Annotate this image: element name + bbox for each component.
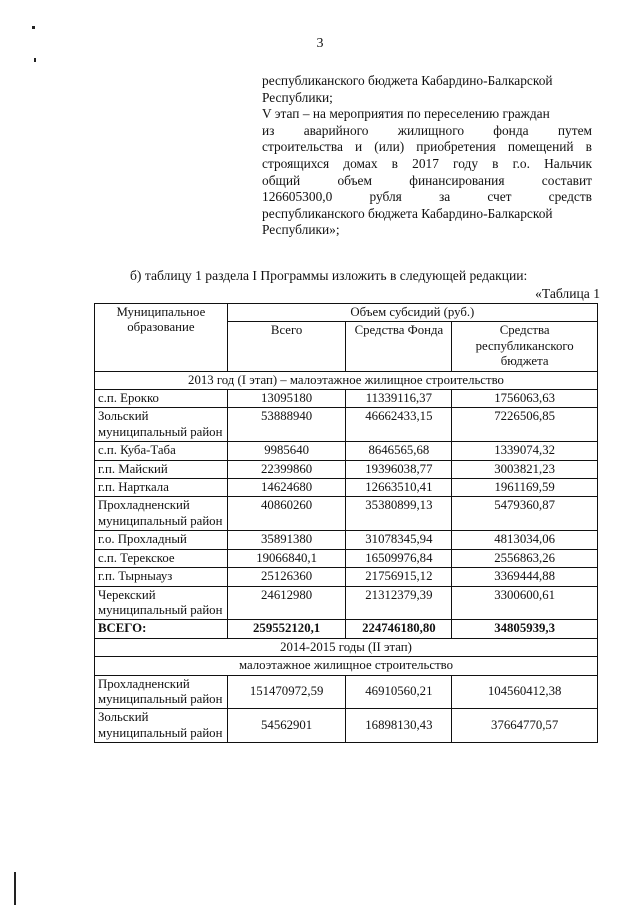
paragraph-line: Республики»;: [262, 222, 340, 238]
paragraph-line: из аварийного жилищного фонда путем: [262, 122, 592, 138]
amount-cell: 35891380: [227, 531, 346, 549]
subsidy-table: [94, 303, 598, 743]
amount-cell: 19396038,77: [346, 460, 452, 478]
amount-cell: 2556863,26: [452, 549, 598, 567]
amount-cell: 3369444,88: [452, 568, 598, 586]
paragraph-line: общий объем финансирования составит: [262, 172, 592, 188]
instruction-text: б) таблицу 1 раздела I Программы изложить в следующей редакции:: [130, 268, 528, 283]
municipality-cell: Зольский муниципальный район: [95, 709, 228, 743]
amount-cell: 3003821,23: [452, 460, 598, 478]
body-paragraph: [262, 73, 592, 239]
paragraph-line: Республики;: [262, 89, 333, 105]
subsection-row-cell: малоэтажное жилищное строительство: [95, 657, 598, 675]
subsection-row: [95, 657, 598, 675]
section-row: 2013 год (I этап) – малоэтажное жилищное строительство: [95, 371, 598, 389]
amount-cell: 1961169,59: [452, 479, 598, 497]
municipality-cell: Зольский муниципальный район: [95, 408, 228, 442]
table-row: [95, 549, 598, 567]
amount-cell: 8646565,68: [346, 442, 452, 460]
table-row: [95, 497, 598, 531]
amount-cell: 1339074,32: [452, 442, 598, 460]
table-row: [95, 460, 598, 478]
amount-cell: 259552120,1: [227, 620, 346, 638]
amount-cell: 21756915,12: [346, 568, 452, 586]
amount-cell: 224746180,80: [346, 620, 452, 638]
municipality-cell: Прохладненский муниципальный район: [95, 497, 228, 531]
municipality-cell: г.п. Тырныауз: [95, 568, 228, 586]
amount-cell: 35380899,13: [346, 497, 452, 531]
amount-cell: 104560412,38: [452, 675, 598, 709]
header-municipal: Муниципальное образование: [95, 304, 228, 372]
municipality-cell: Прохладненский муниципальный район: [95, 675, 228, 709]
table-row: [95, 479, 598, 497]
paragraph-line: строительства и (или) приобретения помещений в: [262, 139, 592, 155]
amount-cell: 151470972,59: [227, 675, 346, 709]
table-row: [95, 675, 598, 709]
header-fund: Средства Фонда: [346, 322, 452, 371]
paragraph-line: строящихся домах в 2017 году в г.о. Нальчик: [262, 155, 592, 171]
amount-cell: 7226506,85: [452, 408, 598, 442]
municipality-cell: Черекский муниципальный район: [95, 586, 228, 620]
amount-cell: 14624680: [227, 479, 346, 497]
table-caption: «Таблица 1: [535, 286, 600, 301]
paragraph-line: 126605300,0 рубля за счет средств: [262, 189, 592, 205]
municipality-cell: с.п. Куба-Таба: [95, 442, 228, 460]
paragraph-line: республиканского бюджета Кабардино-Балкарской: [262, 205, 553, 221]
amount-cell: 22399860: [227, 460, 346, 478]
header-total: Всего: [227, 322, 346, 371]
amount-cell: 31078345,94: [346, 531, 452, 549]
section-row-cell: 2014-2015 годы (II этап): [95, 638, 598, 656]
amount-cell: 3300600,61: [452, 586, 598, 620]
amount-cell: 53888940: [227, 408, 346, 442]
amount-cell: 37664770,57: [452, 709, 598, 743]
section-row: [95, 638, 598, 656]
amount-cell: 19066840,1: [227, 549, 346, 567]
municipality-cell: с.п. Ерокко: [95, 390, 228, 408]
amount-cell: 13095180: [227, 390, 346, 408]
amount-cell: 1756063,63: [452, 390, 598, 408]
amount-cell: 9985640: [227, 442, 346, 460]
amount-cell: 5479360,87: [452, 497, 598, 531]
table-row: [95, 709, 598, 743]
table-row: [95, 408, 598, 442]
table-row: [95, 586, 598, 620]
table-row: [95, 390, 598, 408]
municipality-cell: г.о. Прохладный: [95, 531, 228, 549]
paragraph-line: V этап – на мероприятия по переселению граждан: [262, 106, 550, 122]
page-number: 3: [316, 36, 324, 51]
amount-cell: 25126360: [227, 568, 346, 586]
municipality-cell: г.п. Нарткала: [95, 479, 228, 497]
municipality-cell: ВСЕГО:: [95, 620, 228, 638]
amount-cell: 46910560,21: [346, 675, 452, 709]
amount-cell: 40860260: [227, 497, 346, 531]
amount-cell: 54562901: [227, 709, 346, 743]
table-row: [95, 442, 598, 460]
total-row: [95, 620, 598, 638]
amount-cell: 21312379,39: [346, 586, 452, 620]
paragraph-line: республиканского бюджета Кабардино-Балкарской: [262, 73, 553, 88]
amount-cell: 34805939,3: [452, 620, 598, 638]
amount-cell: 4813034,06: [452, 531, 598, 549]
margin-mark: [14, 872, 16, 905]
margin-mark: [32, 26, 35, 29]
municipality-cell: г.п. Майский: [95, 460, 228, 478]
header-subsidy-group: Объем субсидий (руб.): [227, 304, 597, 322]
amount-cell: 12663510,41: [346, 479, 452, 497]
amount-cell: 46662433,15: [346, 408, 452, 442]
amount-cell: 16509976,84: [346, 549, 452, 567]
amount-cell: 16898130,43: [346, 709, 452, 743]
table-row: [95, 568, 598, 586]
amount-cell: 24612980: [227, 586, 346, 620]
amount-cell: 11339116,37: [346, 390, 452, 408]
municipality-cell: с.п. Терекское: [95, 549, 228, 567]
header-republic: Средства республиканского бюджета: [452, 322, 598, 371]
table-row: [95, 531, 598, 549]
margin-mark: [34, 58, 36, 62]
